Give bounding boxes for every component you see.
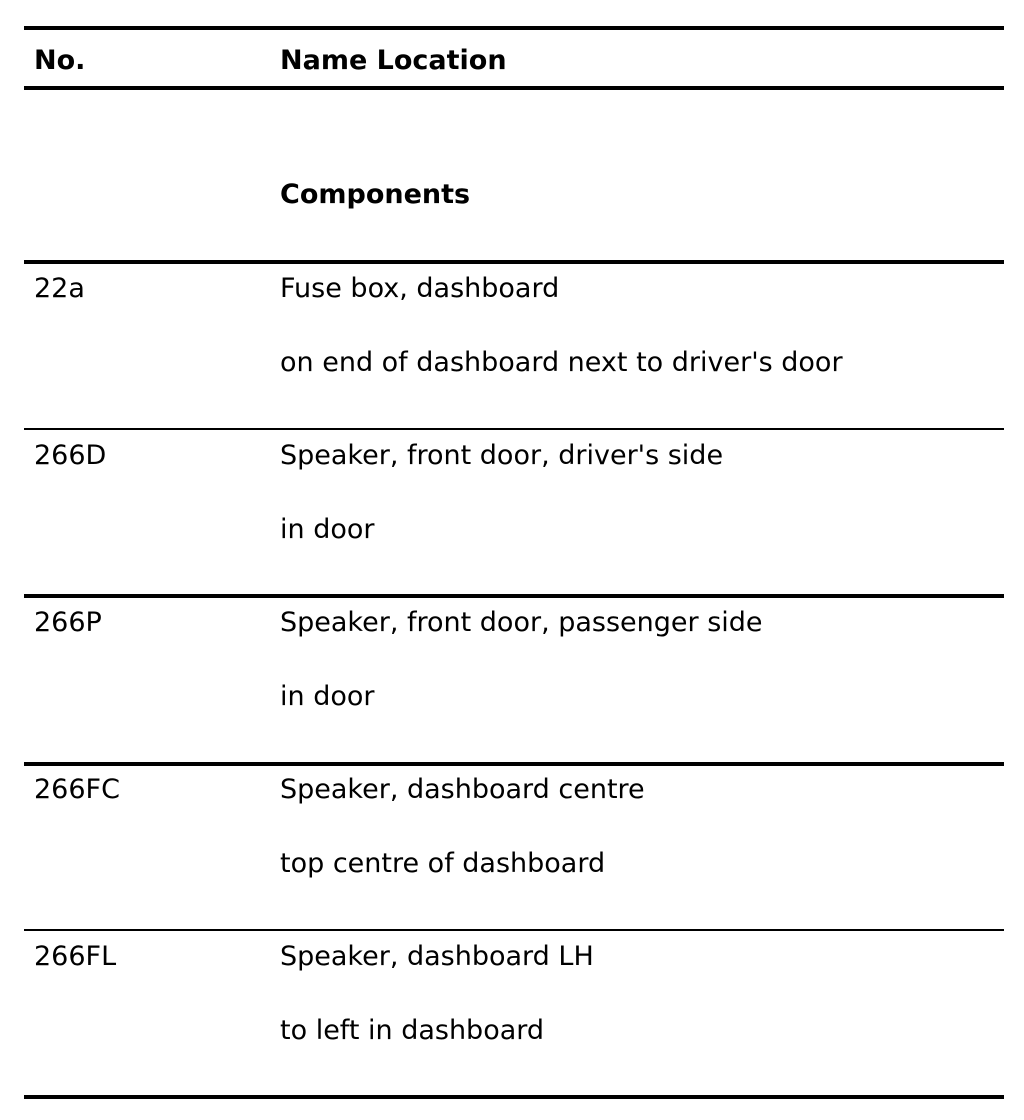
column-header-name-location: Name Location <box>280 45 507 76</box>
row-location: to left in dashboard <box>280 1015 545 1046</box>
row-number: 266FL <box>34 941 117 972</box>
row-name: Speaker, front door, driver's side <box>280 440 724 471</box>
row-number: 266D <box>34 440 107 471</box>
row-name: Speaker, dashboard centre <box>280 774 645 805</box>
section-bottom-rule <box>24 260 1004 264</box>
row-name: Fuse box, dashboard <box>280 273 560 304</box>
table-top-rule <box>24 26 1004 30</box>
components-table <box>24 0 1004 1120</box>
row-location: in door <box>280 514 375 545</box>
row-name: Speaker, dashboard LH <box>280 941 594 972</box>
table-bottom-rule <box>24 1095 1004 1099</box>
row-divider <box>24 428 1004 430</box>
section-title: Components <box>280 179 471 210</box>
row-divider <box>24 762 1004 766</box>
row-number: 266FC <box>34 774 120 805</box>
column-header-no: No. <box>34 45 86 76</box>
row-divider <box>24 929 1004 931</box>
row-location: top centre of dashboard <box>280 848 606 879</box>
row-location: on end of dashboard next to driver's door <box>280 347 843 378</box>
row-number: 266P <box>34 607 102 638</box>
row-name: Speaker, front door, passenger side <box>280 607 763 638</box>
header-bottom-rule <box>24 86 1004 90</box>
row-location: in door <box>280 681 375 712</box>
row-number: 22a <box>34 273 85 304</box>
row-divider <box>24 594 1004 598</box>
